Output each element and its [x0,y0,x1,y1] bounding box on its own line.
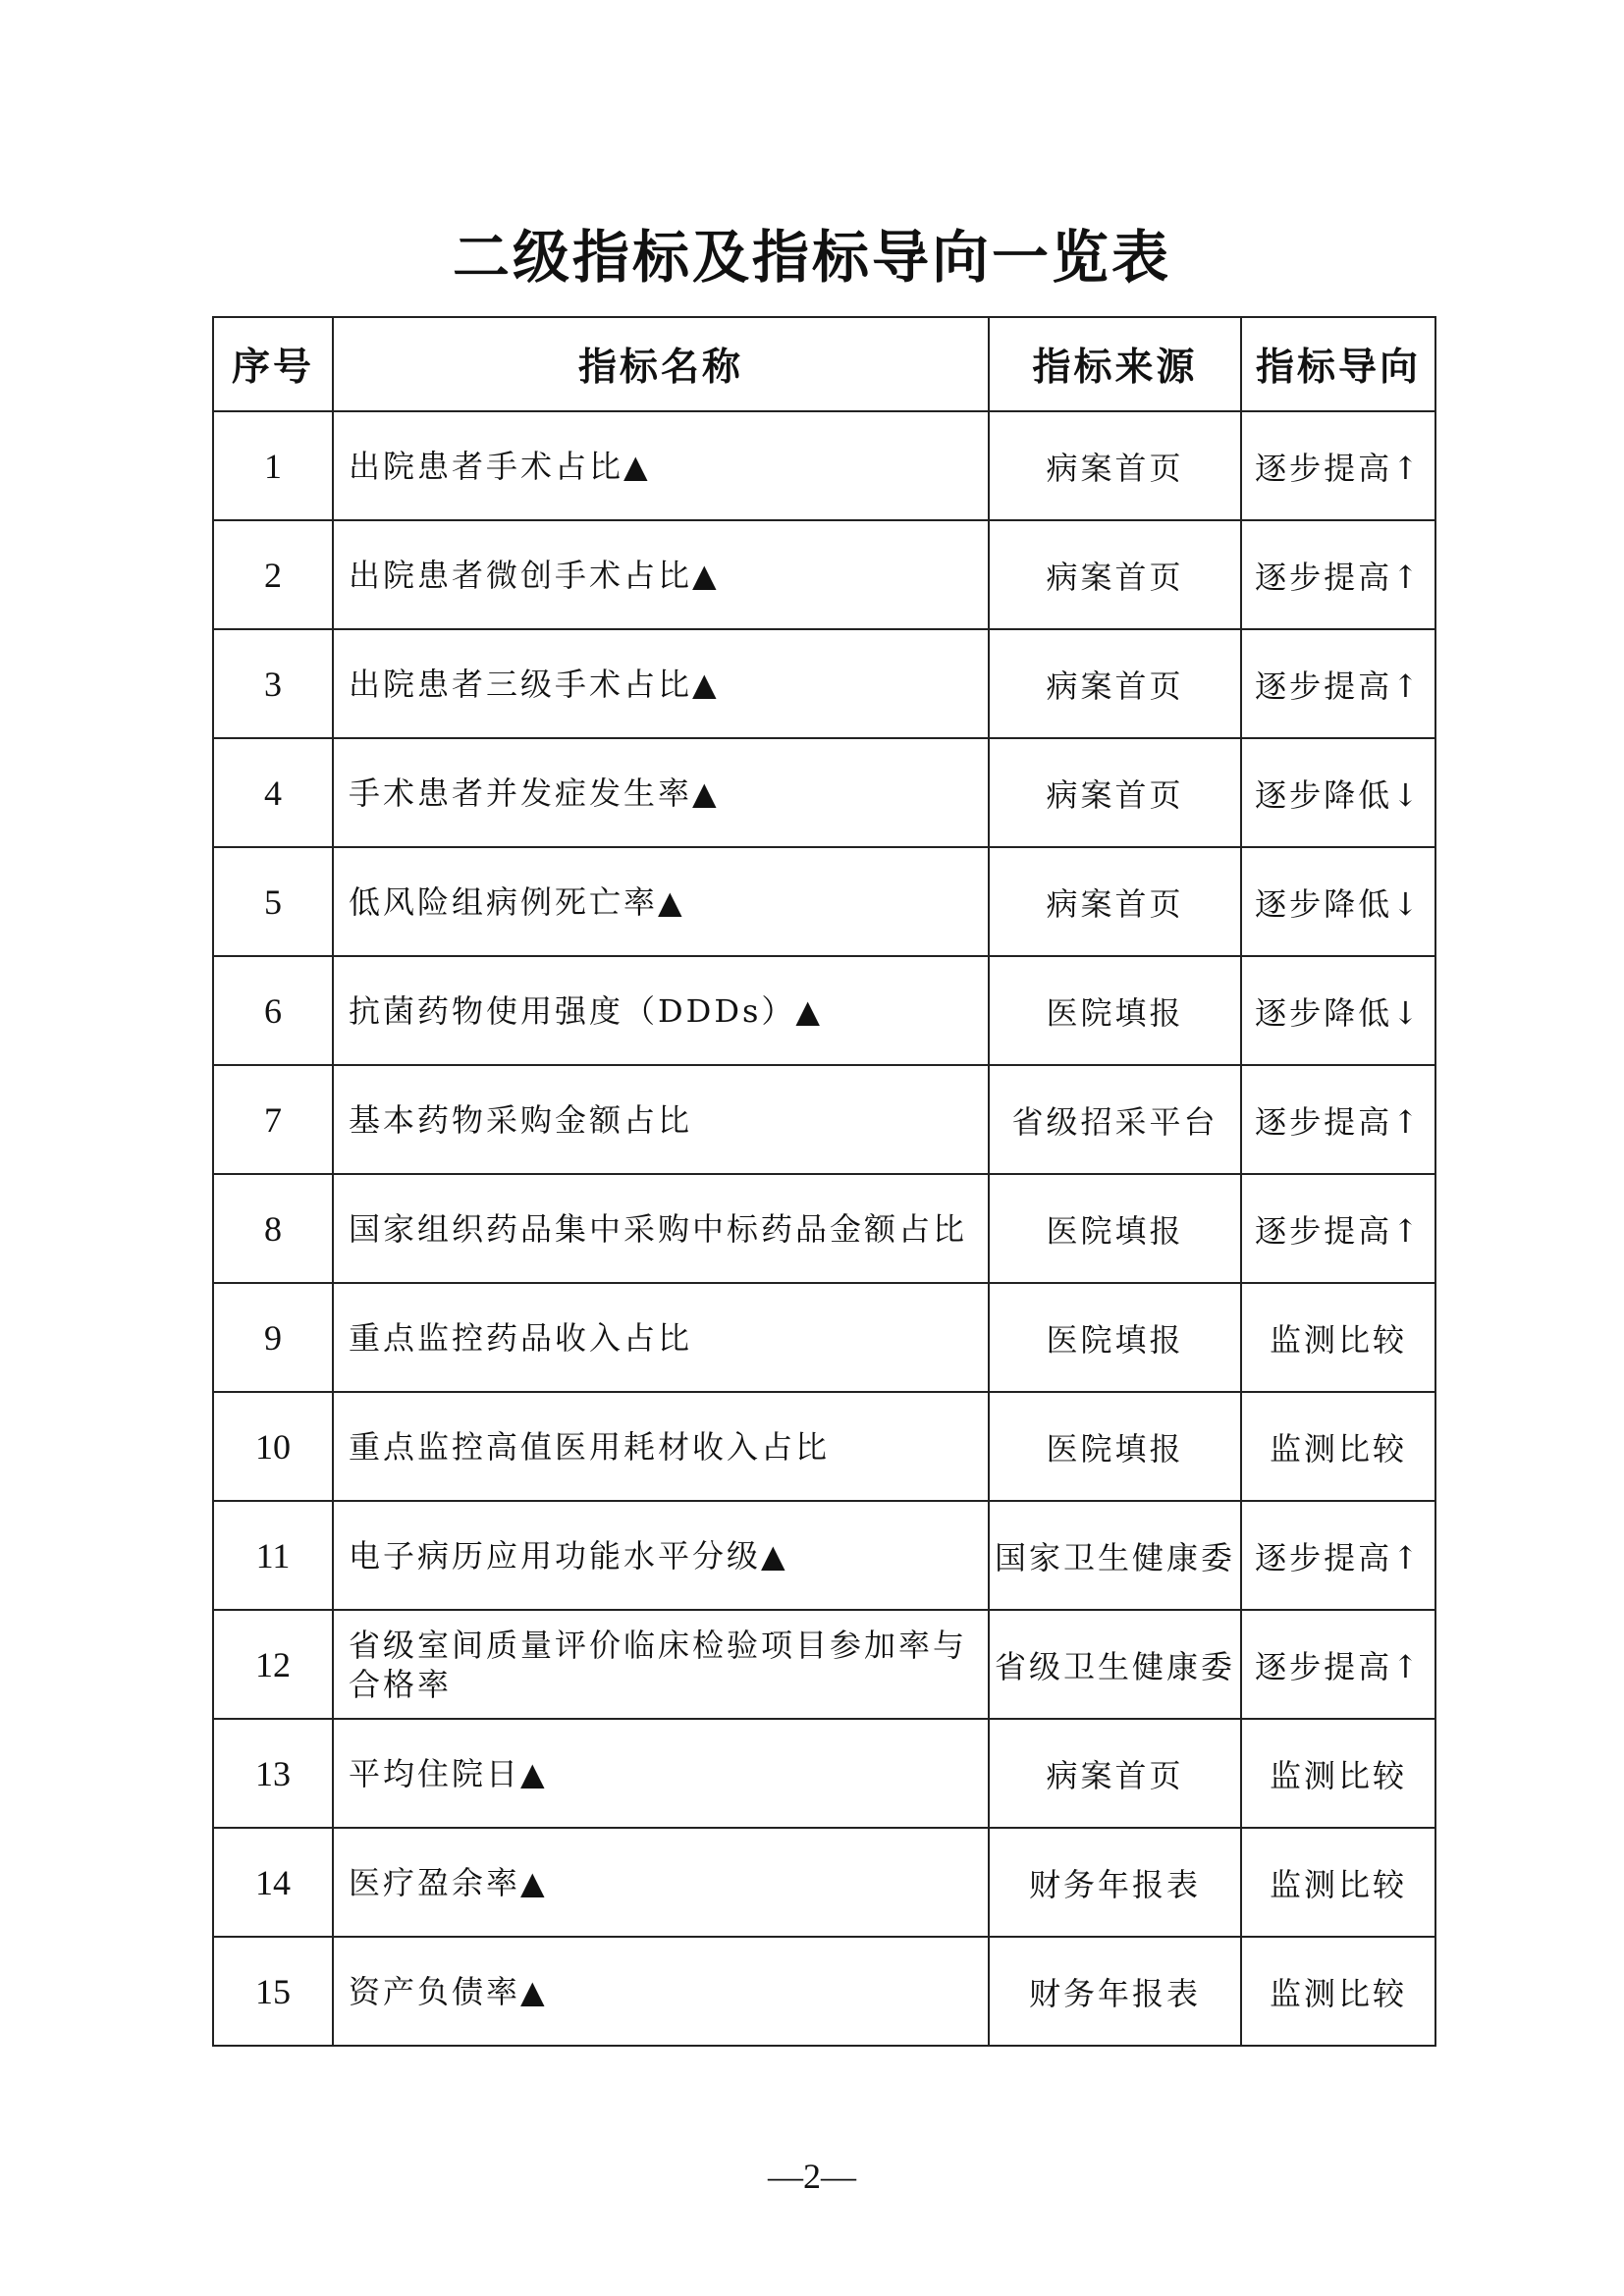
row-direction: 逐步提高↑ [1241,1174,1435,1283]
row-number: 6 [213,956,333,1065]
row-number: 15 [213,1937,333,2046]
row-number: 4 [213,738,333,847]
row-direction: 逐步提高↑ [1241,411,1435,520]
row-number: 10 [213,1392,333,1501]
row-number: 13 [213,1719,333,1828]
row-indicator-name: 省级室间质量评价临床检验项目参加率与合格率 [333,1610,989,1719]
row-indicator-name: 手术患者并发症发生率▲ [333,738,989,847]
page-title: 二级指标及指标导向一览表 [452,224,1171,291]
row-indicator-name: 出院患者手术占比▲ [333,411,989,520]
row-indicator-name: 出院患者三级手术占比▲ [333,629,989,738]
row-direction: 逐步提高↑ [1241,520,1435,629]
table-row [213,1828,1435,1937]
row-indicator-name: 重点监控药品收入占比 [333,1283,989,1392]
table-row [213,1719,1435,1828]
row-indicator-name: 电子病历应用功能水平分级▲ [333,1501,989,1610]
table-row [213,520,1435,629]
table-row [213,738,1435,847]
row-number: 11 [213,1501,333,1610]
row-source: 医院填报 [989,1283,1241,1392]
table-row [213,1283,1435,1392]
header-number: 序号 [213,317,333,411]
table-row [213,629,1435,738]
indicator-table [212,316,1436,2047]
row-indicator-name: 出院患者微创手术占比▲ [333,520,989,629]
row-number: 14 [213,1828,333,1937]
row-direction: 监测比较 [1241,1719,1435,1828]
row-source: 医院填报 [989,1392,1241,1501]
row-number: 9 [213,1283,333,1392]
header-direction: 指标导向 [1241,317,1435,411]
row-number: 1 [213,411,333,520]
row-number: 7 [213,1065,333,1174]
row-source: 病案首页 [989,1719,1241,1828]
row-direction: 监测比较 [1241,1283,1435,1392]
page-number: —2— [768,2157,856,2196]
row-indicator-name: 医疗盈余率▲ [333,1828,989,1937]
row-direction: 逐步提高↑ [1241,1065,1435,1174]
row-source: 财务年报表 [989,1828,1241,1937]
row-indicator-name: 国家组织药品集中采购中标药品金额占比 [333,1174,989,1283]
row-source: 病案首页 [989,629,1241,738]
row-direction: 逐步降低↓ [1241,847,1435,956]
table-row [213,847,1435,956]
row-source: 医院填报 [989,956,1241,1065]
row-number: 12 [213,1610,333,1719]
table-row [213,1065,1435,1174]
row-indicator-name: 低风险组病例死亡率▲ [333,847,989,956]
row-source: 病案首页 [989,411,1241,520]
header-name: 指标名称 [333,317,989,411]
row-direction: 逐步降低↓ [1241,738,1435,847]
row-direction: 逐步降低↓ [1241,956,1435,1065]
row-indicator-name: 基本药物采购金额占比 [333,1065,989,1174]
row-source: 病案首页 [989,847,1241,956]
row-indicator-name: 平均住院日▲ [333,1719,989,1828]
row-direction: 逐步提高↑ [1241,1501,1435,1610]
row-direction: 逐步提高↑ [1241,629,1435,738]
table-header-row [213,317,1435,411]
header-source: 指标来源 [989,317,1241,411]
row-source: 医院填报 [989,1174,1241,1283]
table-row [213,1937,1435,2046]
row-number: 5 [213,847,333,956]
table-row [213,1610,1435,1719]
row-direction: 逐步提高↑ [1241,1610,1435,1719]
row-number: 8 [213,1174,333,1283]
row-source: 国家卫生健康委 [989,1501,1241,1610]
row-number: 2 [213,520,333,629]
row-source: 病案首页 [989,738,1241,847]
row-source: 省级招采平台 [989,1065,1241,1174]
row-direction: 监测比较 [1241,1937,1435,2046]
table-row [213,956,1435,1065]
row-source: 病案首页 [989,520,1241,629]
row-source: 财务年报表 [989,1937,1241,2046]
table-row [213,411,1435,520]
table-row [213,1392,1435,1501]
row-source: 省级卫生健康委 [989,1610,1241,1719]
row-direction: 监测比较 [1241,1828,1435,1937]
table-row [213,1501,1435,1610]
row-indicator-name: 资产负债率▲ [333,1937,989,2046]
table-row [213,1174,1435,1283]
row-number: 3 [213,629,333,738]
row-direction: 监测比较 [1241,1392,1435,1501]
row-indicator-name: 重点监控高值医用耗材收入占比 [333,1392,989,1501]
row-indicator-name: 抗菌药物使用强度（DDDs）▲ [333,956,989,1065]
